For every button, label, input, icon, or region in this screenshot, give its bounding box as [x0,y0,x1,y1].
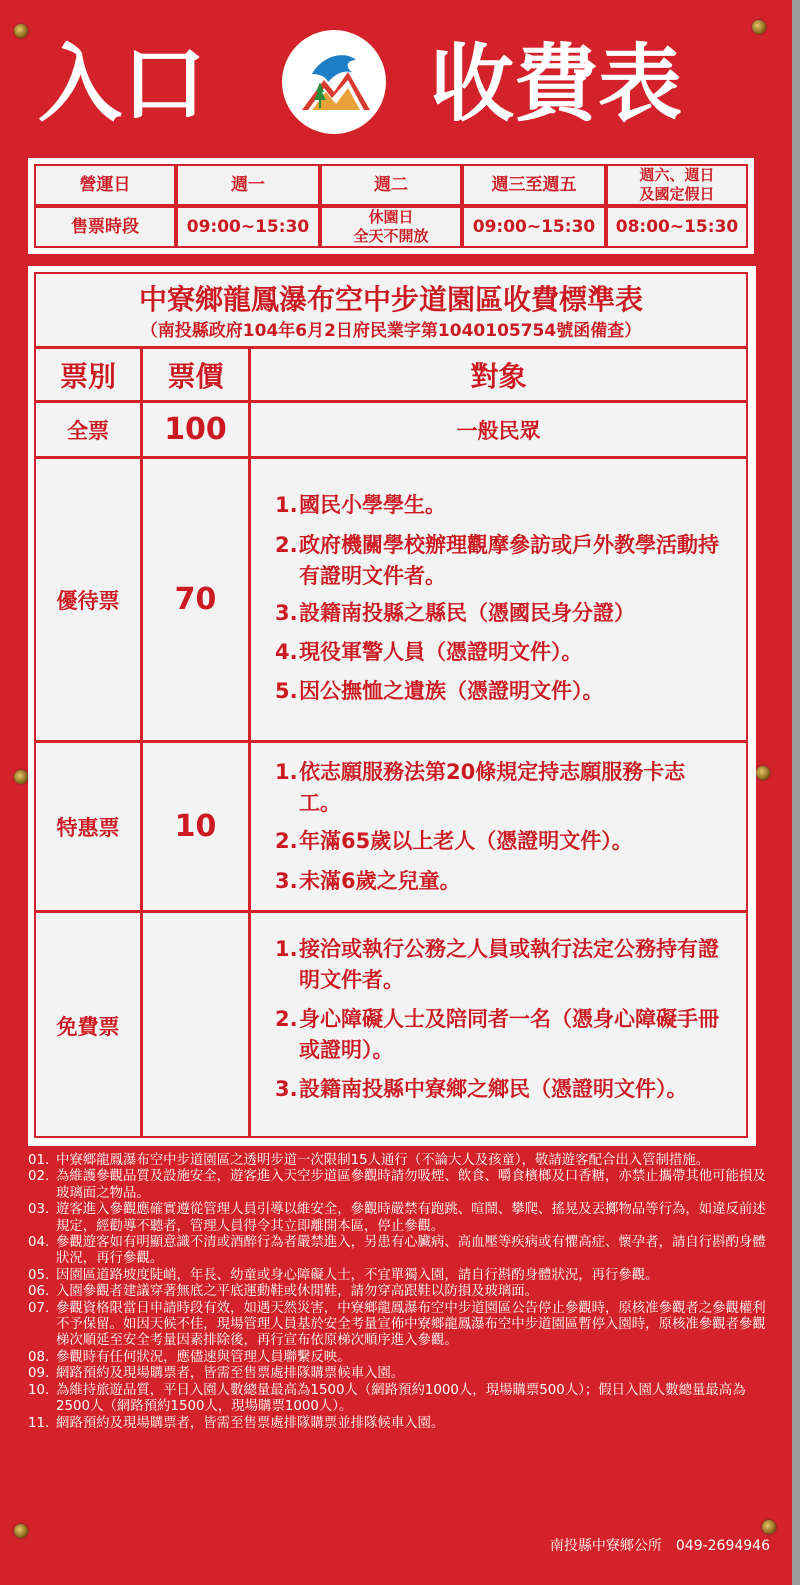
ticket-price: 70 [174,582,217,617]
operating-hours-table [28,158,754,254]
hours-time: 09:00~15:30 [176,206,320,248]
note-item: 04. 參觀遊客如有明顯意識不清或酒醉行為者嚴禁進入，另患有心臟病、高血壓等疾病或有懼高症、懷孕者，請自行斟酌身體狀況，再行參觀。 [28,1235,766,1267]
note-item: 07. 參觀資格限當日申請時段有效，如遇天然災害，中寮鄉龍鳳瀑布空中步道園區公告停止參觀時，原核准參觀者之參觀權利不予保留。如因天候不佳，現場管理人員基於安全考量宣佈中寮鄉龍鳳瀑布空中步道園區暫停入園時，原核准參觀者參觀梯次順延至安全考量因素排除後，再行宣布依原梯次順序進入參觀。 [28,1300,766,1349]
eligible-item: 3. 設籍南投縣之縣民（憑國民身分證） [275,601,635,625]
ticket-type: 優待票 [56,588,120,613]
screw-icon [14,770,28,784]
hours-header: 週二 [320,164,462,206]
eligible-item: 2. 政府機關學校辦理觀摩參訪或戶外教學活動持有證明文件者。 [275,533,719,588]
logo-graphic [282,30,386,134]
township-office-footer: 南投縣中寮鄉公所 049-2694946 [549,1538,770,1554]
hours-time: 休園日 全天不開放 [320,206,462,248]
hours-time: 09:00~15:30 [462,206,606,248]
screw-icon [14,24,28,38]
note-item: 05. 因園區道路坡度陡峭，年長、幼童或身心障礙人士，不宜單獨入園，請自行斟酌身體狀況，再行參觀。 [28,1267,659,1283]
ticket-type: 特惠票 [56,815,120,840]
eligible-item: 2. 年滿65歲以上老人（憑證明文件）。 [275,829,633,853]
eligible-item: 1. 接洽或執行公務之人員或執行法定公務持有證明文件者。 [275,937,719,992]
ticket-type: 免費票 [56,1014,120,1039]
eligible-item: 4. 現役軍警人員（憑證明文件）。 [275,640,583,664]
grid-line [248,346,251,1138]
title-fee-table: 收費表 [430,35,683,133]
note-item: 10. 為維持旅遊品質，平日入園人數總量最高為1500人（網路預約1000人，現場購票500人）；假日入園人數總量最高為2500人（網路預約1500人，現場購票1000人）。 [28,1382,746,1415]
hours-row-label: 售票時段 [34,206,176,248]
note-item: 06. 入園參觀者建議穿著無底之平底運動鞋或休閒鞋，請勿穿高跟鞋以防損及玻璃面。 [28,1284,539,1300]
eligible-text: 一般民眾 [456,418,541,443]
header-ticket-type: 票別 [59,359,116,393]
hours-time: 08:00~15:30 [606,206,748,248]
hours-header: 週一 [176,164,320,206]
note-item: 03. 遊客進入參觀應確實遵從管理人員引導以維安全，參觀時嚴禁有跑跳、喧鬧、攀爬、搖晃及丟擲物品等行為，如違反前述規定，經勸導不聽者，管理人員得令其立即離開本區，停止參觀。 [28,1202,766,1234]
eligible-item: 5. 因公撫恤之遺族（憑證明文件）。 [275,679,604,703]
screw-icon [14,1524,28,1538]
ticket-type: 全票 [67,418,109,443]
note-item: 11. 網路預約及現場購票者，皆需至售票處排隊購票並排隊候車入園。 [28,1415,445,1431]
eligible-item: 3. 未滿6歲之兒童。 [275,869,461,893]
note-item: 08. 參觀時有任何狀況，應儘速與管理人員聯繫反映。 [28,1349,351,1365]
eligible-item: 2. 身心障礙人士及陪同者一名（憑身心障礙手冊或證明）。 [275,1007,719,1062]
visitor-notes [28,1153,768,1432]
header-eligible: 對象 [470,359,527,393]
header-ticket-price: 票價 [167,359,224,393]
fee-table-subtitle: （南投縣政府104年6月2日府民業字第1040105754號函備查） [140,321,642,341]
dragon-mountain-logo [282,30,386,134]
ticket-price: 100 [164,412,227,447]
hours-header: 營運日 [34,164,176,206]
eligible-item: 1. 國民小學學生。 [275,493,446,517]
note-item: 02. 為維護參觀品質及設施安全，遊客進入天空步道區參觀時請勿吸煙、飲食、嚼食檳榔及口香糖，亦禁止攜帶其他可能損及玻璃面之物品。 [28,1169,766,1201]
eligible-item: 3. 設籍南投縣中寮鄉之鄉民（憑證明文件）。 [275,1077,688,1101]
title-entrance: 入口 [38,35,207,133]
note-item: 09. 網路預約及現場購票者，皆需至售票處排隊購票候車入園。 [28,1366,405,1382]
eligible-item: 1. 依志願服務法第20條規定持志願服務卡志工。 [275,760,686,815]
hours-header: 週六、週日 及國定假日 [606,164,748,206]
note-item: 01. 中寮鄉龍鳳瀑布空中步道園區之透明步道一次限制15人通行（不論大人及孩童），敬請遊客配合出入管制措施。 [28,1153,710,1168]
screw-icon [756,766,770,780]
ticket-price: 10 [174,809,217,844]
screw-icon [762,1520,776,1534]
fee-table-title: 中寮鄉龍鳳瀑布空中步道園區收費標準表 [138,283,643,316]
wall-edge [792,0,800,1585]
hours-header: 週三至週五 [462,164,606,206]
